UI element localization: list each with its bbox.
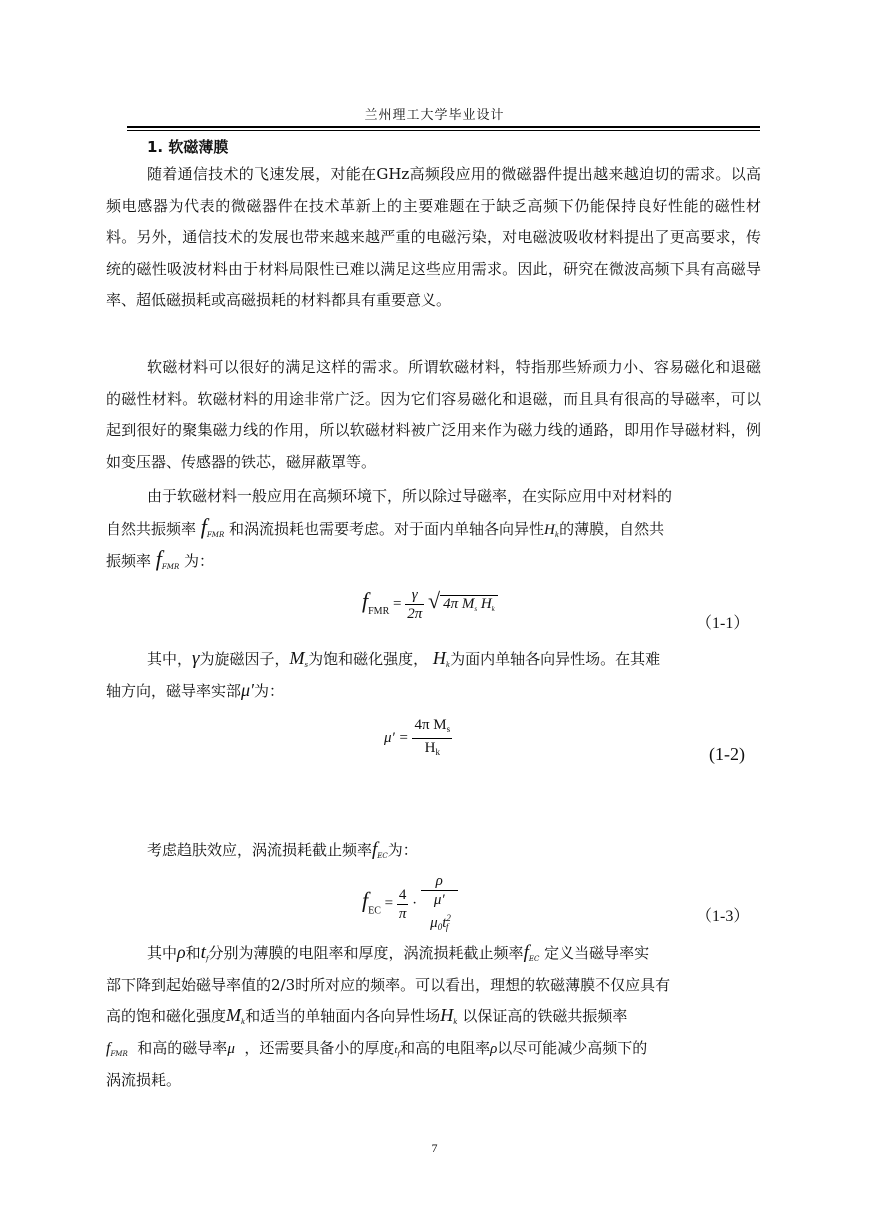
symbol-mu: μ — [227, 1041, 235, 1057]
symbol-sub: k — [241, 1018, 246, 1026]
header-rule-thick — [127, 126, 760, 128]
text: 和适当的单轴面内各向异性场 — [245, 1007, 441, 1025]
symbol-sub: EC — [377, 852, 388, 860]
numerator-sub: s — [446, 724, 451, 734]
text: 以尽可能减少高频下的 — [497, 1039, 648, 1057]
symbol-f: f — [362, 887, 369, 913]
text: 为： — [387, 841, 418, 859]
denominator-sub2: f — [445, 922, 449, 932]
paragraph-1: 随着通信技术的飞速发展，对能在GHz高频段应用的微磁器件提出越来越迫切的需求。以高频电感器为代表的微磁器件在技术革新上的主要难题在于缺乏高频下仍能保持良好性能的磁性材料。另外，通信技术的发展也带来越来越严重的电磁污染，对电磁波吸收材料提出了更高要求，传统的磁性吸波材料由于材料局限性已难以满足这些应用需求。因此，研究在微波高频下具有高磁导率、超低磁损耗或高磁损耗的材料都具有重要意义。 — [106, 165, 761, 310]
symbol-H: H — [432, 648, 446, 668]
paragraph-6-line-2: 部下降到起始磁导率值的2/3时所对应的频率。可以看出，理想的软磁薄膜不仅应具有 — [106, 976, 671, 994]
symbol-H: H — [544, 522, 555, 538]
symbol-sub: k — [554, 531, 560, 539]
denominator-sub: 0 — [437, 922, 443, 932]
text: 的薄膜，自然共 — [559, 520, 665, 538]
paragraph-2: 软磁材料可以很好的满足这样的需求。所谓软磁材料，特指那些矫顽力小、容易磁化和退磁的磁性材料。软磁材料的用途非常广泛。因为它们容易磁化和退磁，而且具有很高的导磁率，可以起到很好的聚集磁力线的作用，所以软磁材料被广泛用来作为磁力线的通路，即用作导磁材料，例如变压器、传感器的铁芯，磁屏蔽罩等。 — [106, 358, 761, 471]
numerator: ρ — [421, 872, 458, 891]
symbol-mu-prime: μ′ — [241, 680, 254, 700]
symbol-sub: FMR — [110, 1050, 128, 1058]
text: 为： — [254, 682, 285, 700]
text: 其中 — [147, 944, 178, 962]
symbol-f: f — [372, 839, 378, 860]
header-rule-thin — [127, 130, 760, 131]
symbol-H: H — [440, 1005, 454, 1025]
denominator-sup: 2 — [446, 913, 451, 923]
text: 考虑趋肤效应，涡流损耗截止频率 — [147, 841, 373, 859]
text: 为饱和磁化强度， — [308, 650, 429, 668]
equation-number-1-3: （1-3） — [696, 908, 750, 925]
symbol-sub: k — [445, 661, 451, 669]
text: 定义当磁导率实 — [544, 944, 650, 962]
symbol-f: f — [106, 1040, 111, 1057]
paragraph-6-line-1 — [147, 942, 649, 964]
symbol-gamma: γ — [192, 648, 200, 669]
text: 和高的电阻率 — [400, 1039, 491, 1057]
equation-1-2 — [384, 716, 452, 761]
text: 分别为薄膜的电阻率和厚度，涡流损耗截止频率 — [208, 944, 524, 962]
symbol-sub: FMR — [206, 531, 225, 539]
numerator: γ — [405, 586, 424, 605]
text: 其中， — [147, 650, 193, 668]
section-title: 1. 软磁薄膜 — [147, 138, 229, 156]
eq-sub: FMR — [368, 605, 390, 617]
denominator-sub: k — [435, 747, 440, 757]
denominator-t: t — [442, 915, 447, 931]
numerator: 4π M — [414, 717, 447, 733]
paragraph-6-line-5: 涡流损耗。 — [106, 1071, 182, 1089]
text: 以保证高的铁磁共振频率 — [462, 1007, 628, 1025]
text: 为： — [184, 552, 215, 570]
symbol-f: f — [523, 942, 529, 963]
page-header: 兰州理工大学毕业设计 — [364, 108, 505, 123]
symbol-sub: s — [304, 661, 309, 669]
symbol-t: t — [394, 1044, 398, 1056]
numerator: 4 — [397, 886, 409, 905]
symbol-sub: EC — [528, 955, 540, 963]
fraction-1 — [397, 886, 409, 923]
text: 和高的磁导率 — [137, 1039, 228, 1057]
paragraph-3-line-2 — [106, 514, 664, 540]
paragraph-6-line-4 — [106, 1037, 647, 1058]
symbol-f: f — [200, 514, 207, 539]
text: 为旋磁因子， — [199, 650, 290, 668]
text: 轴方向，磁导率实部 — [106, 682, 242, 700]
symbol-rho: ρ — [177, 942, 186, 962]
paragraph-4-line-1 — [147, 648, 660, 670]
paragraph-4-line-2 — [106, 680, 284, 701]
symbol-sub: f — [205, 955, 209, 963]
fraction-2 — [421, 872, 458, 936]
symbol-M: M — [226, 1005, 242, 1025]
paragraph-5 — [147, 839, 418, 861]
radicand: 4π M — [443, 595, 475, 612]
paragraph-3-line-1: 由于软磁材料一般应用在高频环境下，所以除过导磁率，在实际应用中对材料的 — [147, 487, 673, 505]
equation-1-1: $f_{FMR}$ = $\frac{\gamma}{2\pi}$ √ 4π $M_s$ $H_k$ — [362, 586, 498, 623]
equation-number-1-2: (1-2) — [709, 744, 745, 764]
text: 和 — [185, 944, 201, 962]
eq-sub: EC — [368, 905, 381, 917]
equation-1-3: $f_{EC}$ = $\frac{4}{\pi}$ · $\frac{\rho}{\mu' \mu_0t^2_f}$ — [362, 872, 458, 936]
radicand-sub: s — [474, 604, 478, 613]
symbol-f: f — [362, 587, 369, 613]
radicand-h: H — [480, 595, 492, 612]
text: 振频率 — [106, 552, 152, 570]
fraction — [405, 586, 424, 623]
paragraph-3-line-3 — [106, 546, 214, 572]
page-number: 7 — [431, 1141, 438, 1155]
paragraph-6-line-3 — [106, 1005, 627, 1026]
symbol-t: t — [200, 942, 206, 963]
text: 为面内单轴各向异性场。在其难 — [450, 650, 661, 668]
eq-lhs: μ′ = — [384, 729, 409, 746]
symbol-M: M — [289, 648, 305, 668]
denominator: 2π — [407, 606, 423, 622]
equation-number-1-1: （1-1） — [696, 615, 750, 632]
symbol-sub: f — [397, 1050, 401, 1058]
symbol-sub: FMR — [161, 563, 180, 571]
text: 高的饱和磁化强度 — [106, 1007, 227, 1025]
text: ，还需要具备小的厚度 — [244, 1039, 395, 1057]
symbol-sub: k — [453, 1018, 458, 1026]
symbol-f: f — [155, 546, 162, 571]
denominator: H — [424, 740, 436, 756]
text: 自然共振频率 — [106, 520, 197, 538]
denominator: μ′ μ — [430, 892, 445, 931]
symbol-rho: ρ — [490, 1041, 498, 1057]
text: 和涡流损耗也需要考虑。对于面内单轴各向异性 — [229, 520, 545, 538]
fraction — [412, 716, 452, 761]
radicand-sub: k — [491, 604, 495, 613]
denominator: π — [398, 905, 407, 922]
